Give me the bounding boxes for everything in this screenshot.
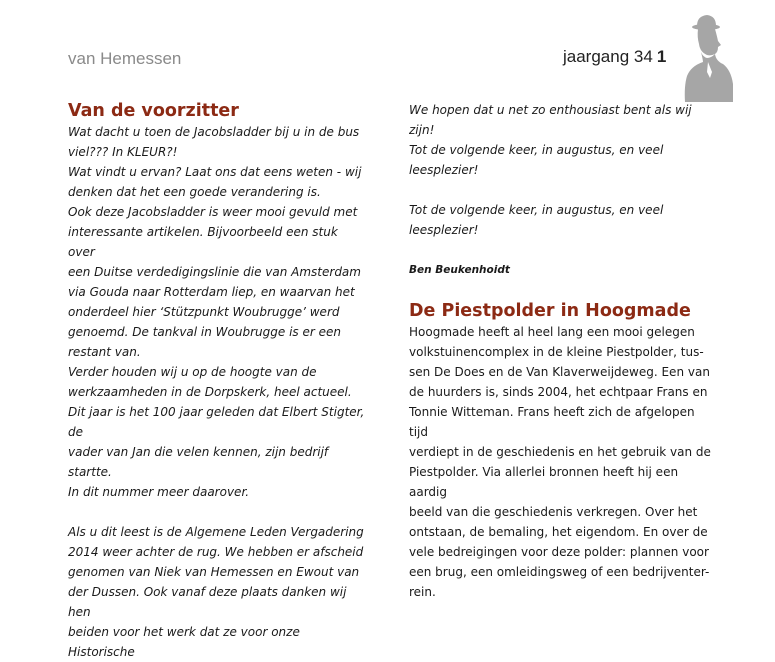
text-line: Wat dacht u toen de Jacobsladder bij u in de bus [68,125,360,139]
text-line: leesplezier! [409,223,479,237]
closing-text-repeat [409,200,715,240]
volume-info [563,47,666,67]
section-title-chairman: Van de voorzitter [68,101,239,121]
text-line: een Duitse verdedigingslinie die van Amsterdam [68,265,361,279]
text-line: beiden voor het werk dat ze voor onze Historische [68,625,300,659]
text-line: verdiept in de geschiedenis en het gebruik van de [409,445,711,459]
text-line: Als u dit leest is de Algemene Leden Vergadering [68,525,364,539]
text-line: We hopen dat u net zo enthousiast bent als wij zijn! [409,103,692,137]
text-line: Piestpolder. Via allerlei bronnen heeft hij een aardig [409,465,679,499]
text-line: vader van Jan die velen kennen, zijn bedrijf startte. [68,445,329,479]
text-line: ontstaan, de bemaling, het eigendom. En over de [409,525,708,539]
signature: Ben Beukenhoidt [409,264,510,276]
text-line: denken dat het een goede verandering is. [68,185,321,199]
text-line: Dit jaar is het 100 jaar geleden dat Elbert Stigter, de [68,405,365,439]
text-line: viel??? In KLEUR?! [68,145,178,159]
text-line: volkstuinencomplex in de kleine Piestpolder, tus- [409,345,704,359]
text-line: via Gouda naar Rotterdam liep, en waarvan het [68,285,355,299]
text-line: Verder houden wij u op de hoogte van de [68,365,317,379]
page-number: 1 [656,47,667,66]
text-line: restant van. [68,345,141,359]
text-line: der Dussen. Ook vanaf deze plaats danken wij hen [68,585,347,619]
man-with-hat-logo-icon [681,14,733,102]
text-line: onderdeel hier ‘Stützpunkt Woubrugge’ werd [68,305,340,319]
text-line: Ook deze Jacobsladder is weer mooi gevuld met [68,205,358,219]
volume-label: jaargang 34 [563,47,653,66]
text-line: genomen van Niek van Hemessen en Ewout van [68,565,360,579]
text-line: genoemd. De tankval in Woubrugge is er een [68,325,341,339]
text-line: Hoogmade heeft al heel lang een mooi gelegen [409,325,695,339]
publication-name: van Hemessen [68,49,182,68]
text-line: vele bedreigingen voor deze polder: plannen voor [409,545,709,559]
text-line: In dit nummer meer daarover. [68,485,250,499]
text-line: sen De Does en de Van Klaverweijdeweg. Een van [409,365,710,379]
text-line: een brug, een omleidingsweg of een bedrijventer- [409,565,710,579]
chairman-text [68,122,368,502]
text-line: leesplezier! [409,163,479,177]
text-line: Tot de volgende keer, in augustus, en veel [409,203,664,217]
text-line: Tonnie Witteman. Frans heeft zich de afgelopen tijd [409,405,695,439]
text-line: 2014 weer achter de rug. We hebben er afscheid [68,545,364,559]
left-column [68,100,368,662]
text-line: interessante artikelen. Bijvoorbeeld een stuk over [68,225,338,259]
closing-text [409,100,715,180]
text-line: Wat vindt u ervan? Laat ons dat eens weten - wij [68,165,362,179]
chairman-text-continued [68,522,368,662]
text-line: de huurders is, sinds 2004, het echtpaar Frans en [409,385,708,399]
right-column [409,100,715,602]
text-line: Tot de volgende keer, in augustus, en veel [409,143,664,157]
text-line: rein. [409,585,436,599]
text-line: werkzaamheden in de Dorpskerk, heel actueel. [68,385,352,399]
section-title-piestpolder: De Piestpolder in Hoogmade [409,301,691,321]
text-line: beeld van die geschiedenis verkregen. Over het [409,505,698,519]
piestpolder-article-text [409,322,715,602]
